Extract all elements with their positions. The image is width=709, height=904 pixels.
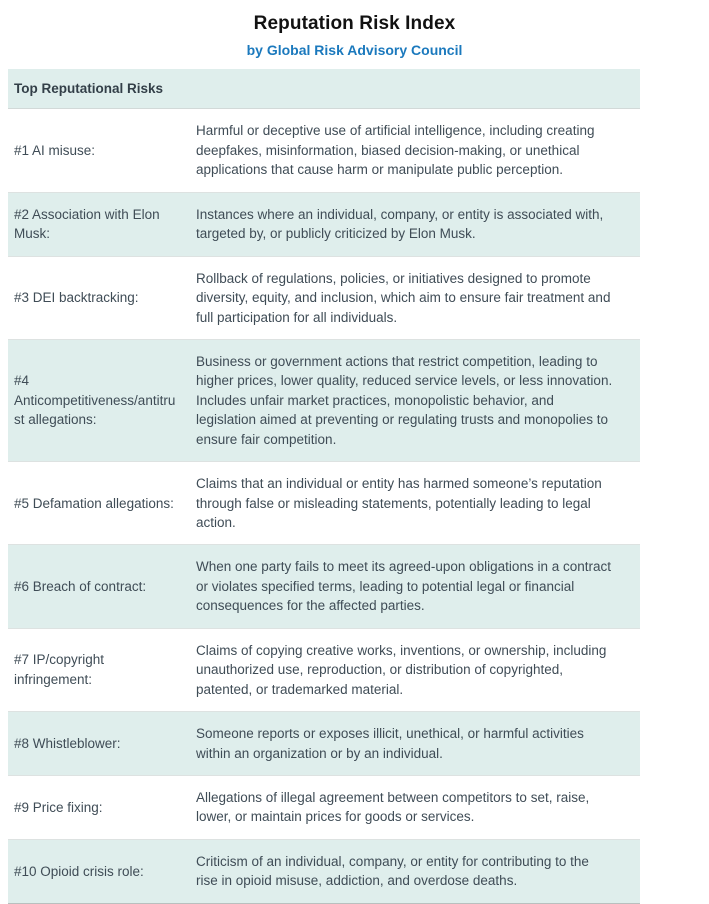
risk-label: #9 Price fixing: <box>14 799 103 815</box>
table-header-row <box>8 69 640 109</box>
risk-label: #7 IP/copyright infringement: <box>14 652 105 687</box>
risk-description: Rollback of regulations, policies, or initiatives designed to promote diversity, equity, and inclusion, which aim to ensure fair treatment and full participation for all individuals. <box>196 270 611 325</box>
risk-label: #5 Defamation allegations: <box>14 495 174 511</box>
risk-label: #6 Breach of contract: <box>14 578 147 594</box>
table-header: Top Reputational Risks <box>8 69 640 109</box>
top-reputational-risks-table <box>8 69 640 904</box>
risk-label: #1 AI misuse: <box>14 142 96 158</box>
risk-label: #3 DEI backtracking: <box>14 290 139 306</box>
table-row <box>8 462 640 545</box>
table-row <box>8 712 640 776</box>
table-row <box>8 192 640 256</box>
table-row <box>8 775 640 839</box>
table-row <box>8 339 640 461</box>
risk-description: Harmful or deceptive use of artificial intelligence, including creating deepfakes, misinformation, biased decision-making, or unethical applications that cause harm or manipulate public perception. <box>196 123 595 178</box>
subtitle-link[interactable]: by Global Risk Advisory Council <box>246 42 463 58</box>
risk-description: Claims that an individual or entity has harmed someone’s reputation through false or misleading statements, potentially leading to legal action. <box>196 476 602 530</box>
risk-description: Allegations of illegal agreement between competitors to set, raise, lower, or maintain prices for goods or services. <box>196 789 590 825</box>
risk-label: #2 Association with Elon Musk: <box>14 206 160 242</box>
table-row <box>8 839 640 903</box>
risk-description: Criticism of an individual, company, or entity for contributing to the rise in opioid misuse, addiction, and overdose deaths. <box>196 853 589 889</box>
table-row <box>8 256 640 339</box>
table-row <box>8 545 640 628</box>
risk-description: Claims of copying creative works, inventions, or ownership, including unauthorized use, reproduction, or distribution of copyrighted, patented, or trademarked material. <box>196 642 607 697</box>
risk-description: Business or government actions that restrict competition, leading to higher prices, lower quality, reduced service levels, or less innovation. Includes unfair market practices, monopolistic behavior, and legislation aimed at preventing or regulating trusts and monopolies to ensure fair competition. <box>196 353 613 447</box>
table-row <box>8 628 640 711</box>
risk-description: When one party fails to meet its agreed-upon obligations in a contract or violates specified terms, leading to potential legal or financial consequences for the affected parties. <box>196 559 611 614</box>
risk-description: Someone reports or exposes illicit, unethical, or harmful activities within an organization or by an individual. <box>196 726 584 761</box>
page-title: Reputation Risk Index <box>253 13 456 34</box>
risk-description: Instances where an individual, company, or entity is associated with, targeted by, or publicly criticized by Elon Musk. <box>196 206 604 242</box>
risk-label: #10 Opioid crisis role: <box>14 863 144 879</box>
risk-label: #4 Anticompetitiveness/antitrust allegations: <box>14 373 176 428</box>
table-row <box>8 109 640 192</box>
risk-label: #8 Whistleblower: <box>14 735 121 751</box>
